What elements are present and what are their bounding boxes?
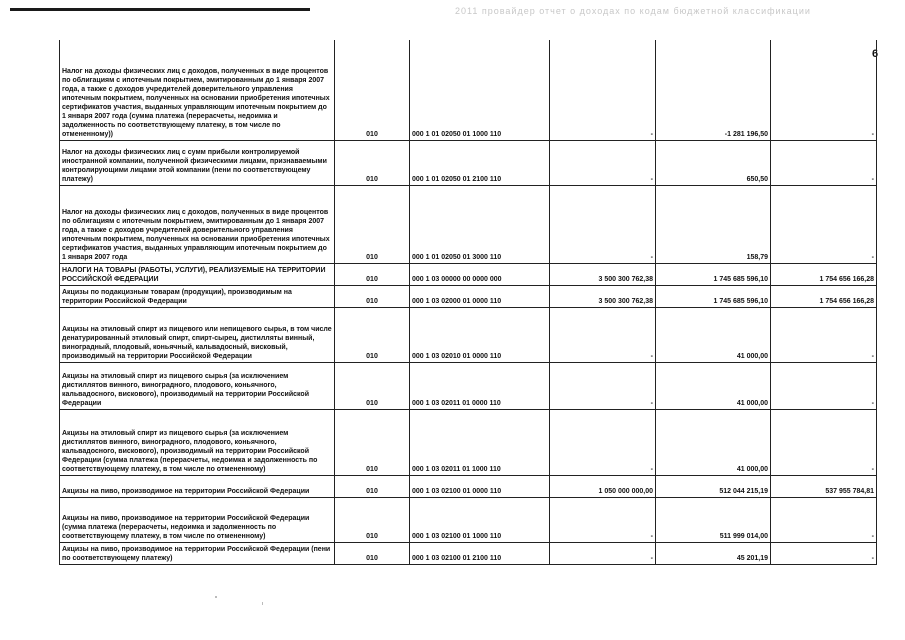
table-row [60, 185, 877, 263]
table-row [60, 140, 877, 185]
row-code-cell: 010 [335, 263, 410, 285]
approved-amount-cell: - [550, 409, 656, 475]
kbk-code-cell: 000 1 03 02011 01 1000 110 [410, 409, 550, 475]
kbk-code-cell: 000 1 03 02100 01 2100 110 [410, 542, 550, 564]
revenue-report-table [59, 40, 877, 565]
unexecuted-amount-cell: - [771, 40, 877, 140]
executed-amount-cell: -1 281 196,50 [656, 40, 771, 140]
table-row [60, 263, 877, 285]
row-code-cell: 010 [335, 497, 410, 542]
approved-amount-cell: - [550, 362, 656, 409]
page-number: 6 [872, 48, 879, 60]
table-row [60, 307, 877, 362]
kbk-code-cell: 000 1 01 02050 01 2100 110 [410, 140, 550, 185]
executed-amount-cell: 41 000,00 [656, 307, 771, 362]
scan-speck [262, 602, 263, 605]
income-name-cell: Налог на доходы физических лиц с доходов, полученных в виде процентов по облигациям с ипотечным покрытием, эмитированным до 1 января 2007 года, а также с доходов учредителей доверительного управления ипотечным покрытием, полученных на основании приобретения ипотечных сертификатов участия, выданных управляющим ипотечным покрытием до 1 января 2007 года (сумма платежа (перерасчеты, недоимка и задолженность по соответствующему платежу, в том числе по отмененному)) [60, 40, 335, 140]
income-name-cell: Акцизы на пиво, производимое на территории Российской Федерации (пени по соответствующему платежу) [60, 542, 335, 564]
unexecuted-amount-cell: - [771, 409, 877, 475]
approved-amount-cell: - [550, 542, 656, 564]
table-row [60, 40, 877, 140]
table-row [60, 285, 877, 307]
row-code-cell: 010 [335, 140, 410, 185]
row-code-cell: 010 [335, 40, 410, 140]
executed-amount-cell: 41 000,00 [656, 362, 771, 409]
row-code-cell: 010 [335, 475, 410, 497]
scan-speck [215, 596, 217, 598]
executed-amount-cell: 512 044 215,19 [656, 475, 771, 497]
row-code-cell: 010 [335, 285, 410, 307]
approved-amount-cell: - [550, 40, 656, 140]
executed-amount-cell: 650,50 [656, 140, 771, 185]
row-code-cell: 010 [335, 362, 410, 409]
kbk-code-cell: 000 1 03 02100 01 0000 110 [410, 475, 550, 497]
table-row [60, 497, 877, 542]
approved-amount-cell: - [550, 140, 656, 185]
income-name-cell: Акцизы на пиво, производимое на территории Российской Федерации (сумма платежа (перерасчеты, недоимка и задолженность по соответствующему платежу, в том числе по отмененному) [60, 497, 335, 542]
income-name-cell: Акцизы на этиловый спирт из пищевого или непищевого сырья, в том числе денатурированный этиловый спирт, спирт-сырец, дистилляты винный, виноградный, плодовый, коньячный, кальвадосный, висковый, производимый на территории Российской Федерации [60, 307, 335, 362]
executed-amount-cell: 1 745 685 596,10 [656, 263, 771, 285]
approved-amount-cell: - [550, 185, 656, 263]
approved-amount-cell: - [550, 307, 656, 362]
unexecuted-amount-cell: - [771, 542, 877, 564]
unexecuted-amount-cell: 1 754 656 166,28 [771, 285, 877, 307]
kbk-code-cell: 000 1 03 02010 01 0000 110 [410, 307, 550, 362]
unexecuted-amount-cell: - [771, 140, 877, 185]
income-name-cell: Акцизы по подакцизным товарам (продукции), производимым на территории Российской Федерации [60, 285, 335, 307]
income-name-cell: Акцизы на пиво, производимое на территории Российской Федерации [60, 475, 335, 497]
approved-amount-cell: 1 050 000 000,00 [550, 475, 656, 497]
unexecuted-amount-cell: 1 754 656 166,28 [771, 263, 877, 285]
faded-page-header: 2011 провайдер отчет о доходах по кодам бюджетной классификации [455, 6, 811, 16]
kbk-code-cell: 000 1 03 02011 01 0000 110 [410, 362, 550, 409]
kbk-code-cell: 000 1 03 02000 01 0000 110 [410, 285, 550, 307]
row-code-cell: 010 [335, 409, 410, 475]
top-rule [10, 8, 310, 11]
executed-amount-cell: 45 201,19 [656, 542, 771, 564]
income-name-cell: НАЛОГИ НА ТОВАРЫ (РАБОТЫ, УСЛУГИ), РЕАЛИЗУЕМЫЕ НА ТЕРРИТОРИИ РОССИЙСКОЙ ФЕДЕРАЦИИ [60, 263, 335, 285]
executed-amount-cell: 1 745 685 596,10 [656, 285, 771, 307]
unexecuted-amount-cell: 537 955 784,81 [771, 475, 877, 497]
executed-amount-cell: 41 000,00 [656, 409, 771, 475]
table-row [60, 475, 877, 497]
unexecuted-amount-cell: - [771, 362, 877, 409]
row-code-cell: 010 [335, 307, 410, 362]
income-name-cell: Налог на доходы физических лиц с сумм прибыли контролируемой иностранной компании, полученной физическими лицами, признаваемыми контролирующими лицами этой компании (пени по соответствующему платежу) [60, 140, 335, 185]
table-row [60, 542, 877, 564]
kbk-code-cell: 000 1 03 02100 01 1000 110 [410, 497, 550, 542]
income-name-cell: Налог на доходы физических лиц с доходов, полученных в виде процентов по облигациям с ипотечным покрытием, эмитированным до 1 января 2007 года, а также с доходов учредителей доверительного управления ипотечным покрытием, полученных на основании приобретения ипотечных сертификатов участия, выданных управляющим ипотечным покрытием до 1 января 2007 года [60, 185, 335, 263]
kbk-code-cell: 000 1 01 02050 01 3000 110 [410, 185, 550, 263]
approved-amount-cell: 3 500 300 762,38 [550, 263, 656, 285]
approved-amount-cell: 3 500 300 762,38 [550, 285, 656, 307]
table-row [60, 362, 877, 409]
unexecuted-amount-cell: - [771, 185, 877, 263]
executed-amount-cell: 158,79 [656, 185, 771, 263]
executed-amount-cell: 511 999 014,00 [656, 497, 771, 542]
unexecuted-amount-cell: - [771, 497, 877, 542]
table-row [60, 409, 877, 475]
income-name-cell: Акцизы на этиловый спирт из пищевого сырья (за исключением дистиллятов винного, виноградного, плодового, коньячного, кальвадосного, вискового), производимый на территории Российской Федерации (сумма платежа (перерасчеты, недоимка и задолженность по соответствующему платежу, в том числе по отмененному) [60, 409, 335, 475]
income-name-cell: Акцизы на этиловый спирт из пищевого сырья (за исключением дистиллятов винного, виноградного, плодового, коньячного, кальвадосного, вискового), производимый на территории Российской Федерации [60, 362, 335, 409]
unexecuted-amount-cell: - [771, 307, 877, 362]
row-code-cell: 010 [335, 542, 410, 564]
row-code-cell: 010 [335, 185, 410, 263]
approved-amount-cell: - [550, 497, 656, 542]
kbk-code-cell: 000 1 03 00000 00 0000 000 [410, 263, 550, 285]
kbk-code-cell: 000 1 01 02050 01 1000 110 [410, 40, 550, 140]
